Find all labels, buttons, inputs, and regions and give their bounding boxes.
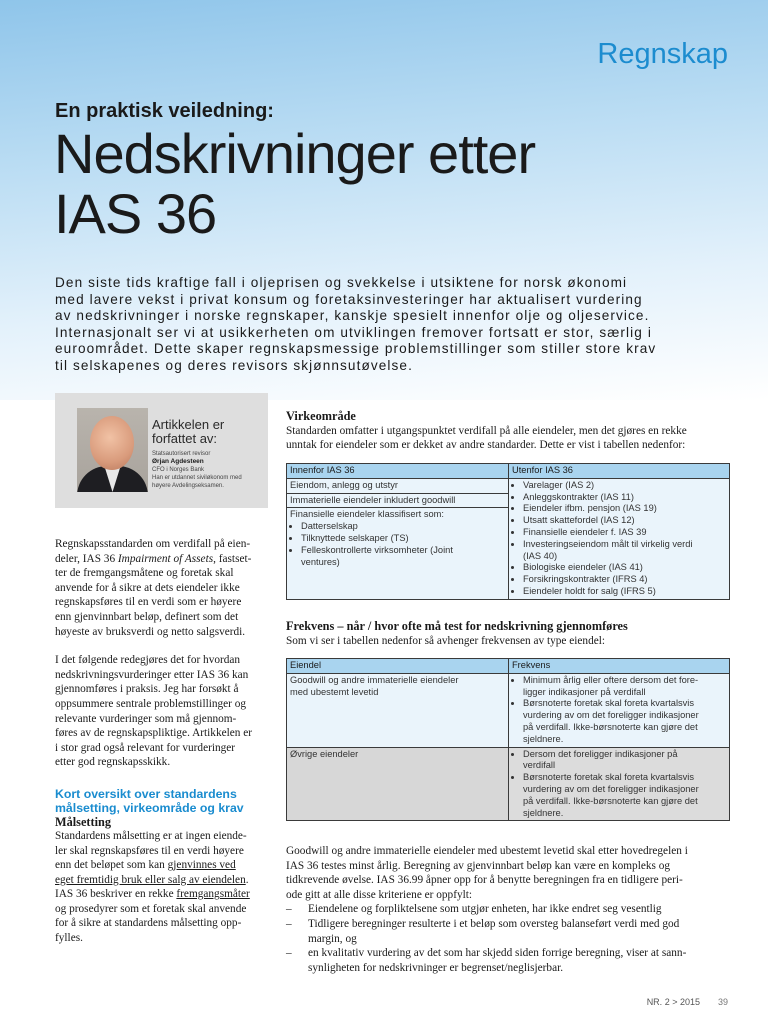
text-line: i stor grad også relevant for vurderinger: [55, 741, 236, 754]
text-line: [55, 887, 268, 902]
text-line: føres av de regnskapspliktige. Artikkelen er: [55, 727, 253, 740]
table-header: Frekvens: [509, 659, 730, 674]
author-title: CFO i Norges Bank: [152, 467, 205, 473]
scope-heading: Virkeområde: [286, 409, 356, 423]
table-cell: [287, 747, 509, 821]
table-cell: [509, 747, 730, 821]
text-line: oppsummere sentrale problemstillinger og: [55, 697, 247, 710]
dash-bullet: –: [286, 903, 292, 916]
author-role: Statsautorisert revisor: [152, 451, 211, 457]
table-cell: [509, 673, 730, 747]
lead-line: Internasjonalt ser vi at usikkerheten om utviklingen fremover fortsatt er stor, særlig i: [55, 324, 652, 340]
text-line: Goodwill og andre immaterielle eiendeler med ubestemt levetid skal etter hovedregelen i: [286, 845, 688, 857]
list-item: • Varelager (IAS 2): [523, 480, 726, 492]
lead-line: med lavere vekst i privat konsum og foretaksinvesteringer har aktualisert vurdering: [55, 291, 643, 307]
text-line: Standardens målsetting er at ingen eiende-: [55, 829, 247, 842]
table-row: Immaterielle eiendeler inkludert goodwill: [287, 494, 508, 509]
lead-line: Den siste tids kraftige fall i oljeprisen og svekkelse i utsiktene for norsk økonomi: [55, 275, 628, 290]
second-paragraph: [55, 653, 268, 770]
cell-text: • Felleskontrollerte virksomheter (Joint: [301, 544, 453, 555]
text-line: enn gjenvinnbart beløp, definert som det: [55, 610, 239, 623]
list-item: • Forsikringskontrakter (IFRS 4): [523, 574, 726, 586]
table-header: Innenfor IAS 36: [287, 464, 509, 479]
text-line: regnskapsføres til en verdi som er høyere: [55, 596, 242, 609]
cell-text: (IAS 40): [523, 550, 558, 561]
text-line: Standarden omfatter i utgangspunktet verdifall på alle eiendeler, men det gjøres en rekke: [286, 425, 687, 437]
issue-label: NR. 2 > 2015: [646, 997, 700, 1007]
lead-line: til selskapenes og deres revisors skjønnsutøvelse.: [55, 357, 413, 373]
underlined-text: eget fremtidig bruk eller salg av eiendelen: [55, 873, 246, 886]
dash-bullet: –: [286, 917, 292, 930]
page-footer: [647, 997, 728, 1007]
frequency-intro: Som vi ser i tabellen nedenfor så avhenger frekvensen av type eiendel:: [286, 635, 606, 647]
list-item: • Finansielle eiendeler f. IAS 39: [523, 527, 726, 539]
author-meta: [152, 450, 264, 490]
inside-cell: [287, 478, 509, 599]
text-line: og prosedyrer som et foretak skal anvende: [55, 902, 247, 915]
cell-text: verdifall: [523, 760, 556, 771]
article-kicker: En praktisk veiledning:: [55, 100, 274, 122]
frequency-table: [286, 658, 730, 821]
title-line: IAS 36: [54, 182, 217, 245]
list-item: [301, 545, 505, 569]
table-header: Eiendel: [287, 659, 509, 674]
cell-text: • Dersom det foreligger indikasjoner på: [523, 748, 678, 759]
text-line: synligheten for nedskrivninger er begrenset/neglisjerbar.: [308, 961, 564, 974]
cell-text: på verdifall. Ikke-børsnoterte kan gjøre det: [523, 721, 698, 732]
article-title: [54, 124, 535, 244]
table-row: Eiendom, anlegg og utstyr: [287, 479, 508, 494]
text-line: tidkrevende øvelse. IAS 36.99 åpner opp for å benytte beregningen fra en tidligere peri-: [286, 874, 683, 887]
text-line: ode gitt at alle disse kriteriene er oppfylt:: [286, 888, 473, 901]
cell-text: • Børsnoterte foretak skal foreta kvartalsvis: [523, 772, 695, 783]
goodwill-section: [286, 844, 730, 975]
text-line: for å sikre at standardens målsetting opp-: [55, 917, 242, 930]
criteria-item: [286, 902, 730, 917]
list-item: [523, 749, 726, 773]
cell-text: med ubestemt levetid: [290, 686, 379, 697]
dash-bullet: –: [286, 947, 292, 960]
scope-text: [286, 424, 730, 453]
scope-section: [286, 409, 730, 453]
text-span: deler, IAS 36: [55, 552, 118, 565]
author-box: [55, 393, 268, 508]
cell-text: Øvrige eiendeler: [290, 748, 359, 759]
cell-text: sjeldnere.: [523, 733, 564, 744]
sub-heading-line: målsetting, virkeområde og krav: [55, 800, 244, 815]
lead-line: av nedskrivninger i norske regnskaper, kanskje spesielt innenfor olje og oljeservice.: [55, 308, 650, 324]
text-line: Regnskapsstandarden om verdifall på eien-: [55, 538, 251, 550]
list-item: • Eiendeler ifbm. pensjon (IAS 19): [523, 503, 726, 515]
text-span: , fastset-: [213, 552, 252, 565]
underlined-text: gjenvinnes ved: [167, 859, 236, 872]
lead-line: euroområdet. Dette skaper regnskapsmessige problemstillinger som stiller store krav: [55, 341, 657, 357]
sub-heading: [55, 787, 268, 815]
text-span: enn det beløpet som kan: [55, 859, 168, 872]
lead-paragraph: [55, 275, 725, 375]
list-item: • Biologiske eiendeler (IAS 41): [523, 562, 726, 574]
text-line: høyeste av bruksverdi og netto salgsverdi.: [55, 625, 246, 638]
text-span: .: [245, 873, 249, 886]
text-line: [55, 552, 268, 567]
cell-text: • Minimum årlig eller oftere dersom det fore-: [523, 674, 699, 685]
list-item: [523, 698, 726, 745]
sub-heading-line: Kort oversikt over standardens: [55, 786, 237, 801]
author-name: Ørjan Agdesteen: [152, 458, 204, 465]
list-item: • Tilknyttede selskaper (TS): [301, 533, 505, 545]
table-header: Utenfor IAS 36: [509, 464, 730, 479]
criteria-item: [286, 946, 730, 975]
text-line: Eiendelene og forpliktelsene som utgjør enheten, har ikke endret seg vesentlig: [308, 903, 662, 916]
text-line: relevante vurderinger som må gjennom-: [55, 712, 237, 725]
title-line: Nedskrivninger etter: [54, 122, 536, 185]
cell-text: • Investeringseiendom målt til virkelig verdi: [523, 538, 693, 549]
list-item: • Eiendeler holdt for salg (IFRS 5): [523, 586, 726, 598]
page-number: 39: [717, 997, 728, 1007]
text-line: fylles.: [55, 932, 83, 945]
cell-text: på verdifall. Ikke-børsnoterte kan gjøre det: [523, 795, 698, 806]
text-line: I det følgende redegjøres det for hvordan: [55, 654, 241, 667]
criteria-item: [286, 917, 730, 946]
author-bio-line: Han er utdannet siviløkonom med: [152, 475, 242, 481]
scope-table: [286, 463, 730, 600]
text-line: anvende for å sikre at dets eiendeler ikke: [55, 581, 240, 594]
cell-text: ligger indikasjoner på verdifall: [523, 686, 646, 697]
cell-text: ventures): [301, 556, 340, 567]
text-line: unntak for eiendeler som er dekket av andre standarder. Dette er vist i tabellen nedenfor:: [286, 439, 686, 452]
author-heading-line: Artikkelen er: [152, 417, 225, 432]
table-row: [287, 508, 508, 569]
cell-text: vurdering av om det foreligger indikasjoner: [523, 783, 699, 794]
malsetting-paragraph: [55, 829, 268, 946]
list-item: • Datterselskap: [301, 521, 505, 533]
standard-name: Impairment of Assets: [117, 552, 214, 565]
section-label: Regnskap: [597, 38, 728, 70]
text-line: IAS 36 testes minst årlig. Beregning av gjenvinnbart beløp kan være en kompleks og: [286, 859, 671, 872]
author-bio-line: høyere Avdelingseksamen.: [152, 483, 224, 489]
left-column: [55, 537, 268, 946]
frequency-section: [286, 619, 730, 648]
text-span: IAS 36 beskriver en rekke: [55, 888, 177, 901]
text-line: margin, og: [308, 932, 357, 945]
text-line: [55, 858, 268, 873]
text-line: nedskrivningsvurderinger etter IAS 36 kan: [55, 668, 249, 681]
cell-text: vurdering av om det foreligger indikasjoner: [523, 710, 699, 721]
text-line: etter god regnskapsskikk.: [55, 756, 171, 769]
text-line: [55, 873, 268, 888]
cell-text: Finansielle eiendeler klassifisert som:: [290, 509, 444, 520]
malsetting-heading: Målsetting: [55, 814, 112, 829]
table-cell: [287, 673, 509, 747]
author-heading-line: forfattet av:: [152, 431, 218, 446]
list-item: • Utsatt skattefordel (IAS 12): [523, 515, 726, 527]
text-line: ter de fremgangsmåtene og foretak skal: [55, 567, 234, 580]
outside-cell: [509, 478, 730, 599]
text-line: en kvalitativ vurdering av det som har skjedd siden forrige beregning, viser at sann-: [308, 947, 687, 960]
list-item: [523, 539, 726, 563]
underlined-text: fremgangsmåter: [176, 888, 250, 901]
frequency-heading: Frekvens – når / hvor ofte må test for nedskrivning gjennomføres: [286, 619, 628, 633]
cell-text: Goodwill og andre immaterielle eiendeler: [290, 674, 459, 685]
list-item: [523, 772, 726, 819]
list-item: [523, 675, 726, 699]
author-heading: [152, 418, 224, 446]
author-photo: [77, 408, 148, 492]
intro-paragraph: [55, 537, 268, 639]
cell-text: sjeldnere.: [523, 807, 564, 818]
text-line: ler skal regnskapsføres til en verdi høyere: [55, 844, 244, 857]
text-line: Tidligere beregninger resulterte i et beløp som oversteg balanseført verdi med god: [308, 917, 680, 930]
cell-text: • Børsnoterte foretak skal foreta kvartalsvis: [523, 698, 695, 709]
text-line: gjennomføres i praksis. Jeg har forsøkt å: [55, 683, 239, 696]
list-item: • Anleggskontrakter (IAS 11): [523, 492, 726, 504]
